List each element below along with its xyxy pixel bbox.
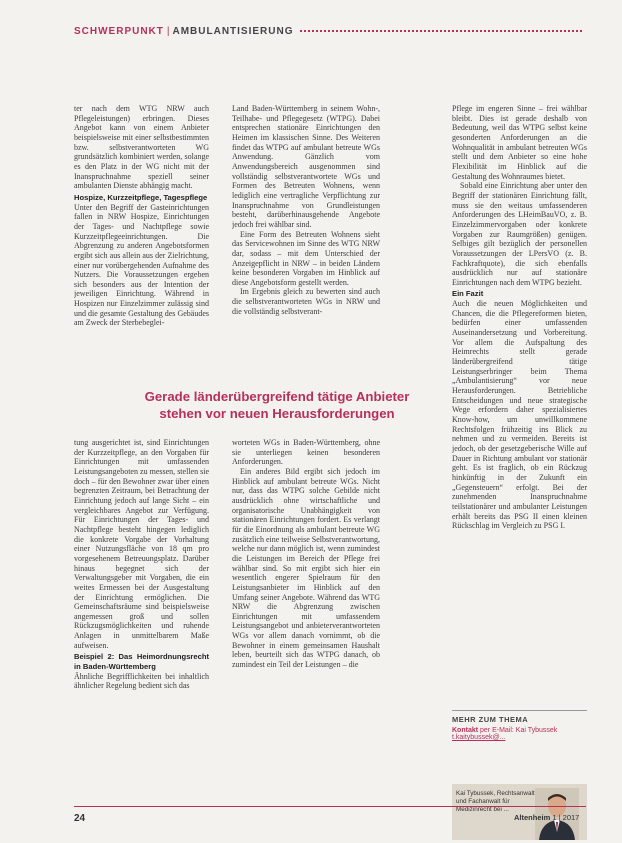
paragraph: Eine Form des Betreuten Wohnens sieht das Servicewohnen im Sinne des WTG NRW dar, sodass – mit dem Unterschied der Anzeigepflicht in NRW – in beiden Ländern keine besonderen Vorgaben im Hinblick auf diese Angebotsform gestellt werden. bbox=[232, 229, 380, 287]
more-info-box bbox=[452, 710, 587, 741]
paragraph: Pflege im engeren Sinne – frei wählbar bleibt. Dies ist gerade deshalb von Bedeutung, weil das WTPG selbst keine gesonderten Anforderungen an die Wohnqualität in ambulant betreuten WGs stellt und dem Anbieter so eine hohe Flexibilität im Hinblick auf die Gestaltung des Wohnraumes bietet. bbox=[452, 104, 587, 181]
section-header bbox=[74, 24, 582, 38]
paragraph: Im Ergebnis gleich zu bewerten sind auch die selbstverantworteten WGs in NRW und die vollständig selbstverant- bbox=[232, 287, 380, 316]
contact-label: Kontakt bbox=[452, 727, 479, 734]
author-bio: Kai Tybussek, Rechtsanwalt und Fachanwalt für Medizinrecht bei ... bbox=[456, 790, 535, 813]
paragraph: tung ausgerichtet ist, sind Einrichtungen der Kurzzeitpflege, an den Vorgaben für Einrichtungen mit umfassenden Leistungsangeboten zu messen, stellen sie doch – für den Bewohner zwar über einen begrenzten Zeitraum, bei Betrachtung der Einrichtung jedoch auf lange Sicht – ein vergleichbares Angebot zur Verfügung. Für Einrichtungen der Tages- und Nachtpflege besteht hingegen lediglich die konkrete Vorgabe der Vorhaltung einer Nutzungsfläche von 18 qm pro vorgesehenem Betreuungsplatz. Darüber hinaus begegnet sich der Verwaltungsgeber mit Vorgaben, die ein weites Ermessen bei der Ausgestaltung der Einrichtung ermöglichen. Die Gemeinschaftsräume sind beispielsweise angemessen groß und sollen Rückzugsmöglichkeiten und ruhende Anlagen in unmittelbarem Maße aufweisen. bbox=[74, 438, 209, 650]
subheading: Hospize, Kurzzeitpflege, Tagespflege bbox=[74, 192, 208, 202]
magazine-footer bbox=[514, 813, 579, 822]
paragraph: Land Baden-Württemberg in seinem Wohn-, Teilhabe- und Pflegegesetz (WTPG). Dabei entsprechen stationäre Einrichtungen den Heimen im klassischen Sinne. Des Weiteren findet das WTPG auf ambulant betreute WGs Anwendung. Gänzlich vom Anwendungsbereich ausgenommen sind vollständig selbstverantwortete WGs und Formen des Betreuten Wohnens, wenn lediglich eine vertragliche Verpflichtung zur Inanspruchnahme von Grundleistungen besteht, darüberhinausgehende Angebote jedoch frei wählbar sind. bbox=[232, 104, 380, 229]
magazine-name: Altenheim bbox=[514, 813, 551, 822]
section-label: SCHWERPUNKT bbox=[74, 25, 164, 37]
paragraph: Sobald eine Einrichtung aber unter den Begriff der stationären Einrichtung fällt, muss sie den weitaus umfassenderen Anforderungen des LHeimBauVO, z. B. Einzelzimmervorgaben oder konkrete Vorgaben zur Raumgrößen) genügen. Selbiges gilt bezüglich der personellen Voraussetzungen der LPersVO (z. B. Fachkraftquote), die sich ebenfalls ausdrücklich nur auf stationäre Einrichtungen nach dem WTPG bezieht. bbox=[452, 181, 587, 287]
subheading: Ein Fazit bbox=[452, 289, 484, 299]
page-number: 24 bbox=[74, 813, 86, 824]
topic-label: AMBULANTISIERUNG bbox=[172, 25, 294, 37]
paragraph: Ein anderes Bild ergibt sich jedoch im Hinblick auf ambulant betreute WGs. Nicht nur, dass das WTPG solche Gebilde nicht ausdrücklich ohne wirtschaftliche und organisatorische Unabhängigkeit von stationären Einrichtungen fordert. Es verlangt für die Einordnung als ambulant betreute WG zusätzlich eine teilweise Selbstverantwortung, welche nur dann möglich ist, wenn zumindest die Leistungen im Bereich der Pflege frei wählbar sind. So mit ergibt sich hier ein wesentlich engerer Spielraum für den Leistungsanbieter im Hinblick auf den Umfang seiner Angebote. Während das WTG NRW die Abgrenzung zwischen Einrichtungen mit umfassendem Leistungsangebot und anbieterverantworteten WGs vor allem danach vornimmt, ob die Bewohner in einem gemeinsamen Haushalt leben, beurteilt sich das WTPG danach, ob zumindest ein Teil der Leistungen – die bbox=[232, 466, 380, 670]
issue-number: 1 | 2017 bbox=[552, 813, 580, 822]
paragraph: Ähnliche Begrifflichkeiten bei inhaltlich ähnlicher Regelung bedient sich das bbox=[74, 671, 209, 691]
column-2-bottom bbox=[232, 438, 380, 806]
column-2-top bbox=[232, 104, 380, 378]
header-dotted-rule bbox=[300, 30, 583, 32]
subheading: Beispiel 2: Das Heimordnungsrecht in Baden-Württemberg bbox=[74, 652, 209, 672]
paragraph: ter nach dem WTG NRW auch Pflegeleistungen) erbringen. Dieses Angebot kann von einem Anbieter beispielsweise mit einer selbstbestimmten bzw. selbstverantworteten WG grundsätzlich kombiniert werden, solange es den Platz in der WG nicht mit der Inanspruchnahme speziell seiner ambulanten Dienste abhängig macht. bbox=[74, 104, 209, 191]
author-box bbox=[452, 784, 587, 840]
pull-quote-line-1: Gerade länderübergreifend tätige Anbieter bbox=[144, 389, 410, 404]
column-1-bottom bbox=[74, 438, 209, 806]
paragraph: Unter den Begriff der Gasteinrichtungen fallen in NRW Hospize, Einrichtungen der Tages- und Nachtpflege sowie Kurzzeitpflegeeinrichtungen. Die Abgrenzung zu anderen Angebotsformen ergibt sich aus allein aus der Zielrichtung, einer nur vorübergehenden Aufnahme des Nutzers. Die Voraussetzungen ergeben sich besonders aus der Intention der jeweiligen Einrichtung. Während in Hospizen nur Einzelzimmer zulässig sind und die gesamte Gestaltung des Gebäudes am Zweck der Sterbebeglei- bbox=[74, 202, 209, 328]
more-info-title: MEHR ZUM THEMA bbox=[452, 710, 587, 724]
pull-quote-line-2: stehen vor neuen Herausforderungen bbox=[159, 406, 395, 421]
contact-email-link[interactable]: t.kaitybussek@... bbox=[452, 734, 506, 741]
contact-line bbox=[452, 727, 587, 734]
paragraph: worteten WGs in Baden-Württemberg, ohne sie unterliegen keinen besonderen Anforderungen. bbox=[232, 438, 380, 467]
footer-rule bbox=[74, 806, 586, 807]
header-separator: | bbox=[166, 25, 170, 37]
pull-quote bbox=[78, 388, 476, 422]
contact-text: per E-Mail: Kai Tybussek bbox=[480, 727, 558, 734]
column-1-top bbox=[74, 104, 209, 378]
paragraph: Auch die neuen Möglichkeiten und Chancen, die die Pflegereformen bieten, bedürfen einer umfassenden Auseinandersetzung und Vorbereitung. Vor allem die Aufspaltung des Heimrechts stellt gerade länderübergreifend tätige Leistungserbringer beim Thema „Ambulantisierung“ vor neue Herausforderungen. Betriebliche Entscheidungen und neue strategische Wege erfordern daher spezialisiertes Know-how, um unwillkommene Rechtsfolgen frühzeitig ins Blick zu nehmen und zu vermeiden. Bereits ist jedoch, ob der gesetzgeberische Wille auf Dauer in Richtung ambulant vor stationär geht. Es ist fraglich, ob ein Rückzug hinkünftig in der Zukunft ein „Gegensteuern“ erfolgt. Bei der zunehmenden Inanspruchnahme teilstationärer und ambulanter Leistungen erhält bereits das PSG II einen kleinen Rückschlag im Vergleich zu PSG I. bbox=[452, 299, 587, 531]
